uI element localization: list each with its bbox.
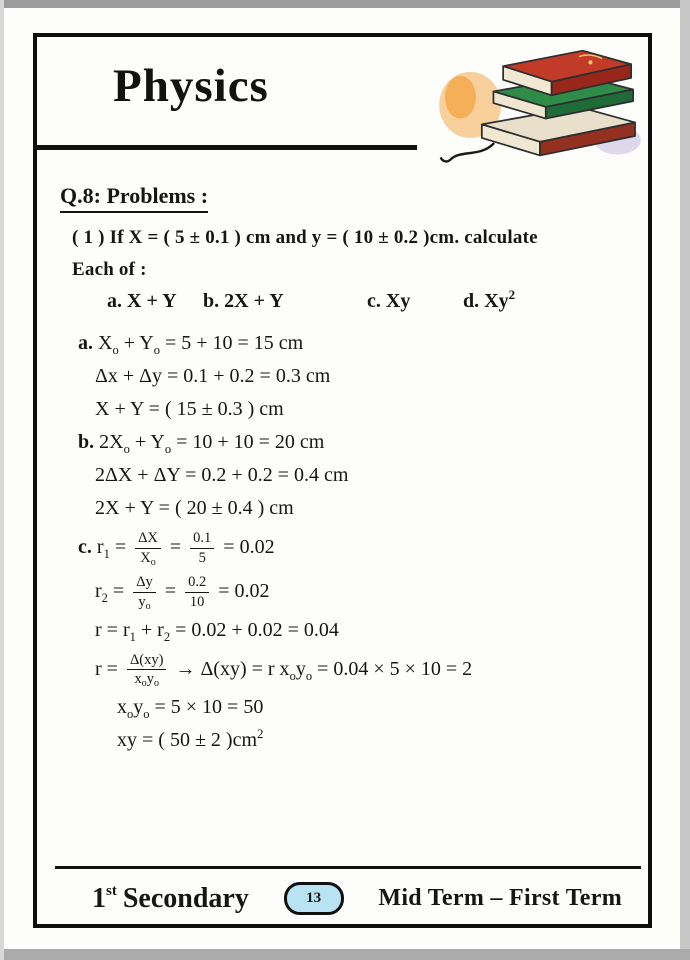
choice-option: c. Xy xyxy=(367,290,411,312)
section-heading: Q.8: Problems : xyxy=(60,183,208,213)
solution-line: c. $r_1$ = $\frac{\Delta X}{X_o}$ = $\frac{0.1}{5}$ = 0.02 xyxy=(78,530,275,568)
choices-row xyxy=(37,287,640,320)
solution-line: xy = ( 50 ± 2 )$cm^2$ xyxy=(117,726,264,752)
solution-line: b. $2X_o + Y_o = 10 + 10 = 20$ cm xyxy=(78,431,325,456)
page-frame xyxy=(33,33,652,928)
solution-line: $r_2$ = $\frac{\Delta y}{y_o}$ = $\frac{0.2}{10}$ = 0.02 xyxy=(95,574,270,613)
solution-line: $x_oy_o = 5 \times 10 = 50$ xyxy=(117,696,264,722)
fraction: $\frac{0.1}{5}$ xyxy=(190,530,214,566)
orange-glow-core xyxy=(445,76,476,119)
scan-edge-top xyxy=(0,0,690,8)
solution-line: $r = r_1 + r_2 = 0.02 + 0.02 = 0.04$ xyxy=(95,618,339,644)
problem-statement: ( 1 ) If X = ( 5 ± 0.1 ) cm and y = ( 10 ± 0.2 )cm. calculate xyxy=(72,227,538,248)
solution-line: 2ΔX + ΔY = 0.2 + 0.2 = 0.4 cm xyxy=(95,464,349,486)
fraction: $\frac{0.2}{10}$ xyxy=(185,574,209,610)
page-number-badge xyxy=(284,882,344,915)
problem-statement-each-of: Each of : xyxy=(72,259,147,280)
solution-line: a. $X_o + Y_o = 5 + 10 = 15$ cm xyxy=(78,332,304,357)
books-illustration xyxy=(436,41,644,169)
page-number: 13 xyxy=(306,890,322,906)
fraction: $\frac{\Delta X}{X_o}$ xyxy=(135,530,161,566)
fraction: $\frac{\Delta y}{y_o}$ xyxy=(133,574,156,610)
solution-line: r = $\frac{\Delta(xy)}{x_oy_o}$ → Δ(xy) = r $x_oy_o = 0.04 \times 5 \times 10 = 2$ xyxy=(95,651,473,690)
page-content xyxy=(37,167,640,762)
scan-edge-right xyxy=(680,0,690,960)
bookmark-cord xyxy=(441,144,493,162)
page-title: Physics xyxy=(113,60,269,112)
choice-option: d. Xy$^2$ xyxy=(463,287,516,312)
fraction: $\frac{\Delta(xy)}{x_oy_o}$ xyxy=(127,652,166,688)
grade-number: 1 xyxy=(92,882,106,914)
page-footer xyxy=(37,882,648,915)
scan-edge-bottom xyxy=(0,949,690,960)
solution-line: Δx + Δy = 0.1 + 0.2 = 0.3 cm xyxy=(95,365,331,387)
grade-word: Secondary xyxy=(122,882,249,914)
term-label: Mid Term – First Term xyxy=(378,885,622,911)
solution-line: 2X + Y = ( 20 ± 0.4 ) cm xyxy=(95,497,294,519)
grade-ordinal: st xyxy=(106,882,117,899)
scan-edge-left xyxy=(0,0,4,960)
footer-rule xyxy=(55,866,641,869)
choice-option: b. 2X + Y xyxy=(203,290,284,312)
solution-line: X + Y = ( 15 ± 0.3 ) cm xyxy=(95,398,284,420)
choice-option: a. X + Y xyxy=(107,290,177,312)
solution-steps xyxy=(37,332,640,752)
grade-label xyxy=(92,883,249,915)
header-rule xyxy=(37,145,417,150)
